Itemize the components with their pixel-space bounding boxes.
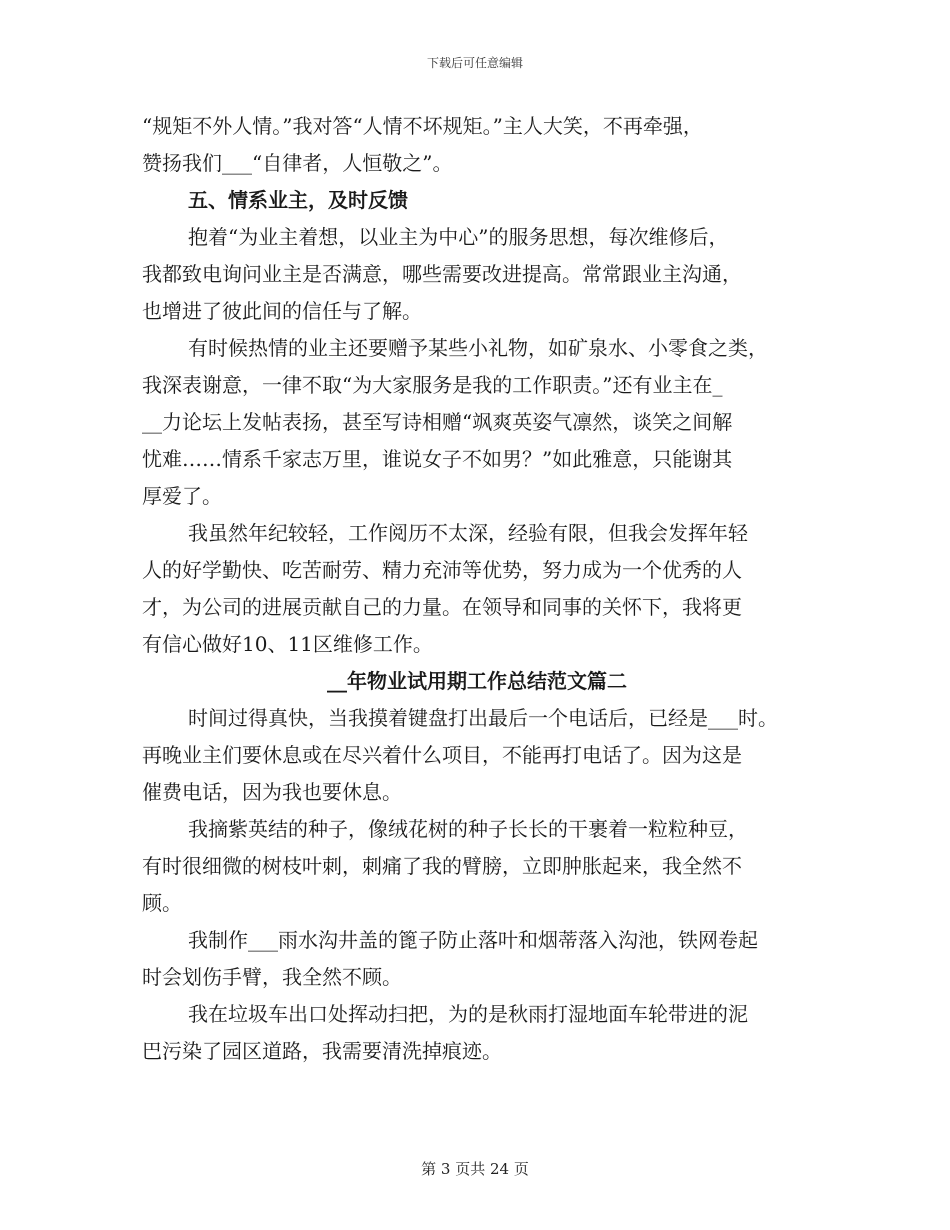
text-line: 也增进了彼此间的信任与了解。 xyxy=(142,299,422,323)
section-heading: 五、情系业主，及时反馈 xyxy=(188,188,408,212)
text-line: 时会划伤手臂，我全然不顾。 xyxy=(142,965,402,989)
article-title: __年物业试用期工作总结范文篇二 xyxy=(327,669,627,693)
text-line: 顾。 xyxy=(142,891,182,915)
text-line: 我制作___雨水沟井盖的篦子防止落叶和烟蒂落入沟池，铁网卷起 xyxy=(188,928,758,952)
text-line: 赞扬我们___“自律者，人恒敬之”。 xyxy=(142,151,453,175)
page-header: 下载后可任意编辑 xyxy=(426,56,523,70)
text-line: 催费电话，因为我也要休息。 xyxy=(142,780,402,804)
page-footer: 第 3 页共 24 页 xyxy=(421,1160,529,1178)
text-line: 厚爱了。 xyxy=(142,484,222,508)
text-line: 我都致电询问业主是否满意，哪些需要改进提高。常常跟业主沟通， xyxy=(142,262,742,286)
text-line: 才，为公司的进展贡献自己的力量。在领导和同事的关怀下，我将更 xyxy=(142,595,742,619)
text-line: 时间过得真快，当我摸着键盘打出最后一个电话后，已经是___时。 xyxy=(188,706,778,730)
text-line: “规矩不外人情。”我对答“人情不坏规矩。”主人大笑，不再牵强， xyxy=(142,114,703,138)
text-line: 我摘紫英结的种子，像绒花树的种子长长的干裹着一粒粒种豆， xyxy=(188,817,748,841)
text-line: 有信心做好10、11区维修工作。 xyxy=(142,632,433,656)
text-line: 忧难……情系千家志万里，谁说女子不如男？”如此雅意，只能谢其 xyxy=(142,447,733,471)
document-body xyxy=(142,108,812,1070)
text-line: 我在垃圾车出口处挥动扫把，为的是秋雨打湿地面车轮带进的泥 xyxy=(188,1002,748,1026)
text-line: 巴污染了园区道路，我需要清洗掉痕迹。 xyxy=(142,1039,502,1063)
text-line: 有时候热情的业主还要赠予某些小礼物，如矿泉水、小零食之类， xyxy=(188,336,768,360)
text-line: 抱着“为业主着想，以业主为中心”的服务思想，每次维修后， xyxy=(188,225,729,249)
text-line: 我深表谢意，一律不取“为大家服务是我的工作职责。”还有业主在_ xyxy=(142,373,723,397)
text-line: 人的好学勤快、吃苦耐劳、精力充沛等优势，努力成为一个优秀的人 xyxy=(142,558,742,582)
text-line: 再晚业主们要休息或在尽兴着什么项目，不能再打电话了。因为这是 xyxy=(142,743,742,767)
text-line: 我虽然年纪较轻，工作阅历不太深，经验有限，但我会发挥年轻 xyxy=(188,521,748,545)
text-line: 有时很细微的树枝叶刺，刺痛了我的臂膀，立即肿胀起来，我全然不 xyxy=(142,854,742,878)
text-line: __力论坛上发帖表扬，甚至写诗相赠“飒爽英姿气凛然，谈笑之间解 xyxy=(142,410,733,434)
